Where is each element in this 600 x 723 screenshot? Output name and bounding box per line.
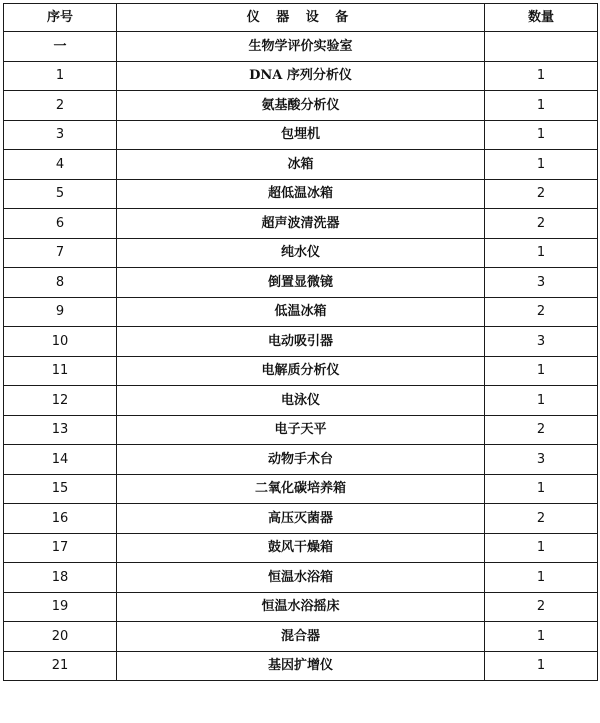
row-serial-no: 7 (4, 238, 117, 268)
row-quantity: 1 (485, 91, 598, 121)
row-serial-no: 19 (4, 592, 117, 622)
row-serial-no: 2 (4, 91, 117, 121)
row-equipment-name: 恒温水浴摇床 (117, 592, 485, 622)
row-serial-no: 15 (4, 474, 117, 504)
row-serial-no: 16 (4, 504, 117, 534)
table-row (4, 327, 598, 357)
row-serial-no: 4 (4, 150, 117, 180)
row-serial-no: 18 (4, 563, 117, 593)
row-serial-no: 13 (4, 415, 117, 445)
table-row (4, 592, 598, 622)
row-quantity: 2 (485, 209, 598, 239)
row-equipment-name: 倒置显微镜 (117, 268, 485, 298)
row-equipment-name: 二氧化碳培养箱 (117, 474, 485, 504)
row-serial-no: 17 (4, 533, 117, 563)
row-equipment-name: 电动吸引器 (117, 327, 485, 357)
row-quantity: 1 (485, 150, 598, 180)
row-equipment-name: 电泳仪 (117, 386, 485, 416)
row-quantity: 1 (485, 120, 598, 150)
table-row (4, 179, 598, 209)
row-quantity: 1 (485, 563, 598, 593)
table-body (4, 32, 598, 681)
row-equipment-name: 低温冰箱 (117, 297, 485, 327)
section-title: 生物学评价实验室 (117, 32, 485, 62)
row-equipment-name: 电子天平 (117, 415, 485, 445)
row-equipment-name: 高压灭菌器 (117, 504, 485, 534)
table-header (4, 4, 598, 32)
table-row (4, 238, 598, 268)
row-equipment-name: 冰箱 (117, 150, 485, 180)
section-number: 一 (4, 32, 117, 62)
row-equipment-name: 纯水仪 (117, 238, 485, 268)
row-equipment-name: 动物手术台 (117, 445, 485, 475)
row-quantity: 3 (485, 445, 598, 475)
header-equipment: 仪 器 设 备 (117, 4, 485, 32)
row-quantity: 1 (485, 622, 598, 652)
row-quantity: 3 (485, 268, 598, 298)
table-row (4, 622, 598, 652)
row-equipment-name: 超低温冰箱 (117, 179, 485, 209)
table-row (4, 356, 598, 386)
row-serial-no: 21 (4, 651, 117, 681)
row-quantity: 3 (485, 327, 598, 357)
header-quantity: 数量 (485, 4, 598, 32)
row-equipment-name: 混合器 (117, 622, 485, 652)
row-serial-no: 8 (4, 268, 117, 298)
row-quantity: 1 (485, 238, 598, 268)
row-quantity: 1 (485, 651, 598, 681)
row-serial-no: 6 (4, 209, 117, 239)
table-row (4, 504, 598, 534)
row-equipment-name: 电解质分析仪 (117, 356, 485, 386)
row-quantity: 2 (485, 179, 598, 209)
row-serial-no: 1 (4, 61, 117, 91)
row-equipment-name: 包埋机 (117, 120, 485, 150)
table-row (4, 268, 598, 298)
row-equipment-name: 鼓风干燥箱 (117, 533, 485, 563)
row-equipment-name: 超声波清洗器 (117, 209, 485, 239)
row-serial-no: 12 (4, 386, 117, 416)
table-row (4, 563, 598, 593)
row-quantity: 2 (485, 415, 598, 445)
row-equipment-name: DNA 序列分析仪 (117, 61, 485, 91)
table-row (4, 651, 598, 681)
table-row (4, 297, 598, 327)
row-serial-no: 9 (4, 297, 117, 327)
header-serial-no: 序号 (4, 4, 117, 32)
row-quantity: 2 (485, 592, 598, 622)
row-quantity: 2 (485, 504, 598, 534)
row-equipment-name: 基因扩增仪 (117, 651, 485, 681)
table-row (4, 445, 598, 475)
row-equipment-name: 氨基酸分析仪 (117, 91, 485, 121)
row-serial-no: 5 (4, 179, 117, 209)
header-row (4, 4, 598, 32)
row-quantity: 1 (485, 386, 598, 416)
table-row (4, 120, 598, 150)
row-serial-no: 20 (4, 622, 117, 652)
section-quantity (485, 32, 598, 62)
table-row (4, 150, 598, 180)
row-quantity: 1 (485, 533, 598, 563)
row-serial-no: 10 (4, 327, 117, 357)
row-quantity: 2 (485, 297, 598, 327)
table-row (4, 209, 598, 239)
table-row (4, 91, 598, 121)
section-row (4, 32, 598, 62)
row-quantity: 1 (485, 474, 598, 504)
table-row (4, 415, 598, 445)
row-serial-no: 11 (4, 356, 117, 386)
row-quantity: 1 (485, 356, 598, 386)
row-equipment-name: 恒温水浴箱 (117, 563, 485, 593)
table-row (4, 386, 598, 416)
table-row (4, 533, 598, 563)
row-serial-no: 14 (4, 445, 117, 475)
row-quantity: 1 (485, 61, 598, 91)
table-row (4, 474, 598, 504)
table-row (4, 61, 598, 91)
equipment-table (3, 3, 598, 681)
row-serial-no: 3 (4, 120, 117, 150)
